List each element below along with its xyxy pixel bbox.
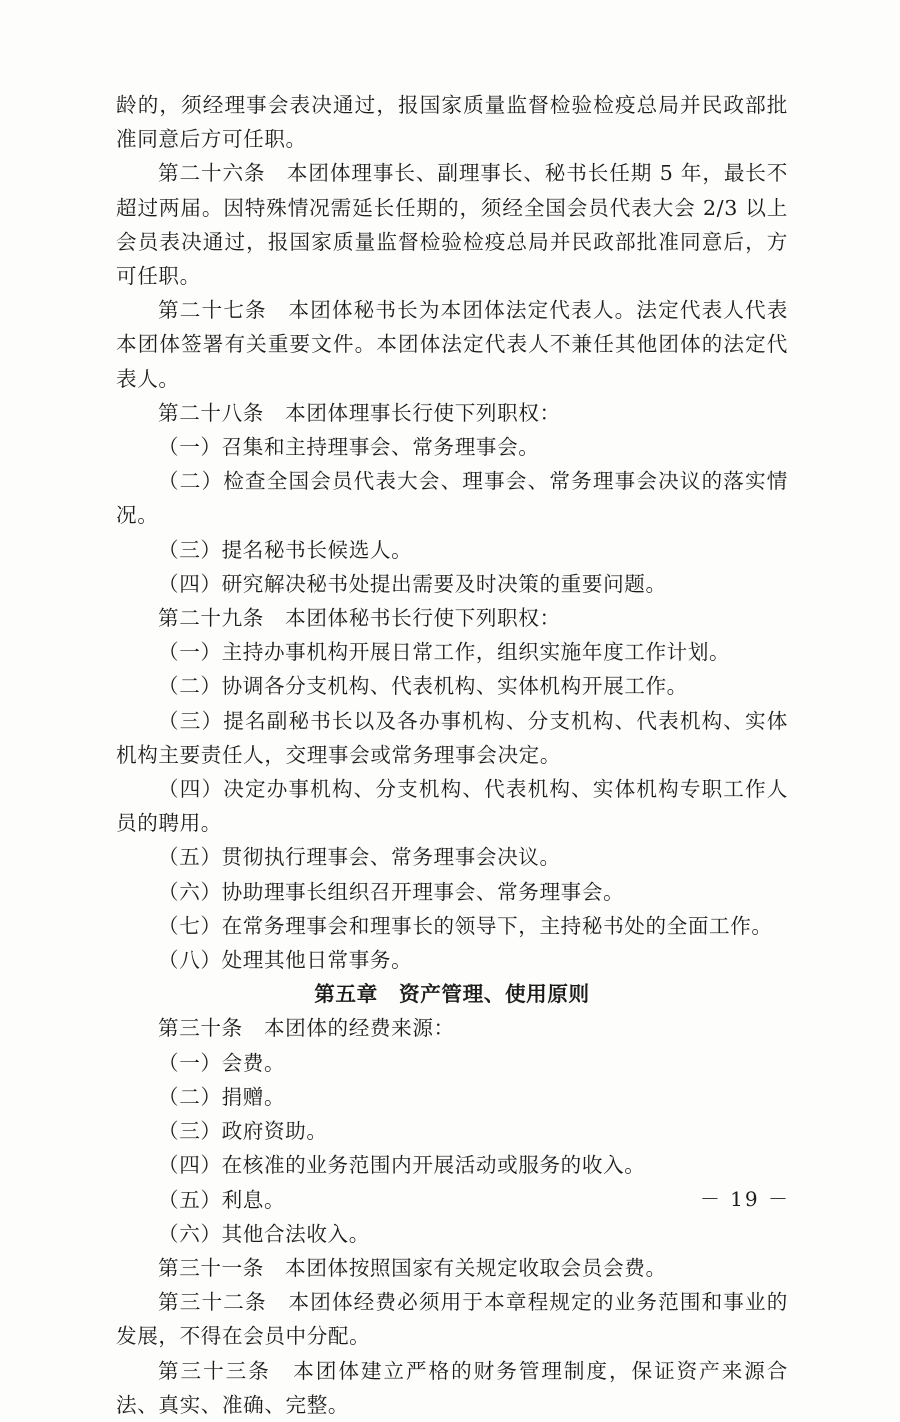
chapter-heading: 第五章 资产管理、使用原则 [314, 982, 590, 1007]
article-28-item-1: （一）召集和主持理事会、常务理事会。 [158, 435, 540, 460]
article-29-item-3: （三）提名副秘书长以及各办事机构、分支机构、代表机构、实体机构主要责任人，交理事会或常务理事会决定。 [116, 708, 788, 767]
paragraph-continuation: 龄的，须经理事会表决通过，报国家质量监督检验检疫总局并民政部批准同意后方可任职。 [116, 93, 788, 152]
article-29-item-1: （一）主持办事机构开展日常工作，组织实施年度工作计划。 [158, 640, 731, 665]
article-30-item-4: （四）在核准的业务范围内开展活动或服务的收入。 [158, 1153, 646, 1178]
article-30-item-5: （五）利息。 [158, 1187, 286, 1212]
article-28-item-3: （三）提名秘书长候选人。 [158, 537, 413, 562]
article-30-item-2: （二）捐赠。 [158, 1084, 286, 1109]
article-28: 第二十八条 本团体理事长行使下列职权： [158, 400, 561, 425]
article-28-item-2: （二）检查全国会员代表大会、理事会、常务理事会决议的落实情况。 [116, 469, 788, 528]
article-29: 第二十九条 本团体秘书长行使下列职权： [158, 606, 561, 631]
article-31: 第三十一条 本团体按照国家有关规定收取会员会费。 [158, 1255, 667, 1280]
article-32: 第三十二条 本团体经费必须用于本章程规定的业务范围和事业的发展，不得在会员中分配。 [116, 1290, 788, 1349]
article-28-item-4: （四）研究解决秘书处提出需要及时决策的重要问题。 [158, 571, 667, 596]
article-29-item-5: （五）贯彻执行理事会、常务理事会决议。 [158, 845, 561, 870]
page-number: － 19 － [699, 1187, 790, 1211]
document-body [116, 88, 788, 1422]
article-30-item-1: （一）会费。 [158, 1050, 286, 1075]
article-29-item-2: （二）协调各分支机构、代表机构、实体机构开展工作。 [158, 674, 688, 699]
article-26: 第二十六条 本团体理事长、副理事长、秘书长任期 5 年，最长不超过两届。因特殊情况需延长任期的，须经全国会员代表大会 2/3 以上会员表决通过，报国家质量监督检验检疫总局并民政部批准同意后，方可任职。 [116, 161, 788, 289]
article-30-item-3: （三）政府资助。 [158, 1119, 328, 1144]
article-27: 第二十七条 本团体秘书长为本团体法定代表人。法定代表人代表本团体签署有关重要文件。本团体法定代表人不兼任其他团体的法定代表人。 [116, 298, 788, 391]
article-29-item-4: （四）决定办事机构、分支机构、代表机构、实体机构专职工作人员的聘用。 [116, 777, 788, 836]
article-29-item-6: （六）协助理事长组织召开理事会、常务理事会。 [158, 879, 625, 904]
article-30: 第三十条 本团体的经费来源： [158, 1016, 455, 1041]
article-29-item-8: （八）处理其他日常事务。 [158, 948, 413, 973]
article-33: 第三十三条 本团体建立严格的财务管理制度，保证资产来源合法、真实、准确、完整。 [116, 1358, 788, 1417]
article-30-item-6: （六）其他合法收入。 [158, 1221, 370, 1246]
article-29-item-7: （七）在常务理事会和理事长的领导下，主持秘书处的全面工作。 [158, 913, 773, 938]
